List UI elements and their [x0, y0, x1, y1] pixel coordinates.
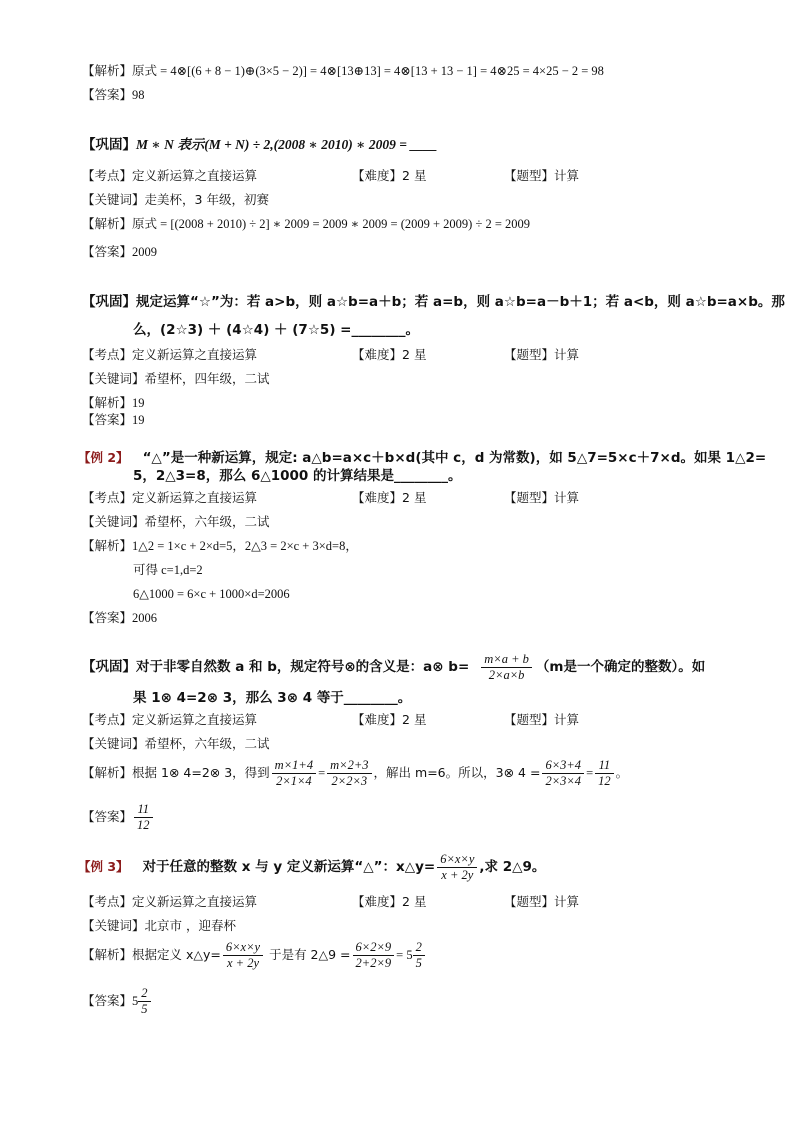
block1-answer: 【答案】2009: [82, 244, 158, 259]
keywords-text: 北京市 ，迎春杯: [144, 918, 236, 933]
block4-analysis: 【解析】根据 1⊗ 4=2⊗ 3，得到 $\frac{m\times 1+4}{2\times 1\times 4}$ = $\frac{m\times 2+3}{2\times 2\times 3}$ ，解出 m=6。所以，3⊗ 4 = $\frac{6\times 3+4}{2\times 3\times 4}$ = $\frac{11}{12}$ 。: [82, 758, 629, 788]
question-text: 果 1⊗ 4=2⊗ 3，那么 3⊗ 4 等于________。: [133, 690, 412, 706]
definition-fraction: $\frac{6\times x\times y}{x + 2y}$: [437, 852, 477, 883]
block2-keywords: 【关键词】希望杯，四年级，二试: [82, 371, 270, 386]
analysis-text: 根据 1⊗ 4=2⊗ 3，得到: [132, 765, 270, 780]
block3-question-line1: [78, 450, 766, 466]
fraction: $\frac{m\times 1+4}{2\times 1\times 4}$: [272, 758, 316, 789]
difficulty-text: 2 星: [402, 894, 427, 909]
question-text: M ∗ N 表示(M + N) ÷ 2,(2008 ∗ 2010) ∗ 2009 = ____: [136, 137, 438, 152]
block1-analysis: 【解析】原式 = [(2008 + 2010) ÷ 2] ∗ 2009 = 2009 ∗ 2009 = (2009 + 2009) ÷ 2 = 2009: [82, 216, 531, 231]
analysis-text: 可得 c=1,d=2: [133, 563, 203, 577]
keywords-text: 希望杯，六年级，二试: [144, 514, 270, 529]
definition-fraction: $\frac{m\times a + b}{2\times a\times b}$: [481, 652, 532, 683]
difficulty-text: 2 星: [402, 712, 427, 727]
question-text: 么，(2☆3) ＋ (4☆4) ＋ (7☆5) =________。: [133, 322, 419, 338]
question-text: 规定运算“☆”为：若 a>b，则 a☆b=a＋b；若 a=b，则 a☆b=a－b＋1；若 a<b，则 a☆b=a×b。那: [136, 294, 785, 310]
keywords-text: 希望杯，六年级，二试: [144, 736, 270, 751]
block2-question-line2: [133, 322, 419, 338]
analysis-text: 1△2 = 1×c + 2×d=5，2△3 = 2×c + 3×d=8，: [132, 539, 358, 553]
type-text: 计算: [554, 168, 580, 183]
block0-answer: 【答案】98: [82, 87, 145, 102]
fraction: $\frac{6\times 3+4}{2\times 3\times 4}$: [542, 758, 584, 789]
fraction: $\frac{6\times 2\times 9}{2+2\times 9}$: [353, 940, 395, 971]
block5-answer: 【答案】5 $\frac{2}{5}$: [82, 984, 153, 1018]
fraction: $\frac{6\times x\times y}{x + 2y}$: [223, 940, 263, 971]
fraction: $\frac{2}{5}$: [413, 940, 425, 971]
question-text: （m是一个确定的整数）。如: [535, 659, 706, 675]
point-text: 定义新运算之直接运算: [132, 712, 258, 727]
block1-question: 【巩固】M ∗ N 表示(M + N) ÷ 2,(2008 ∗ 2010) ∗ 2009 = ____: [82, 137, 438, 153]
block3-analysis-line2: [133, 562, 203, 578]
point-text: 定义新运算之直接运算: [132, 347, 258, 362]
point-text: 定义新运算之直接运算: [132, 490, 258, 505]
answer-fraction: $\frac{11}{12}$: [134, 802, 153, 833]
answer-text: 2009: [132, 245, 158, 259]
example-label: 【例 3】: [78, 859, 129, 874]
answer-text: 2006: [132, 611, 158, 625]
analysis-text: 于是有 2△9 =: [265, 947, 351, 962]
analysis-text: 原式 = [(2008 + 2010) ÷ 2] ∗ 2009 = 2009 ∗ 2009 = (2009 + 2009) ÷ 2 = 2009: [132, 217, 531, 231]
block5-analysis: 【解析】根据定义 x△y= $\frac{6\times x\times y}{x + 2y}$ 于是有 2△9 = $\frac{6\times 2\times 9}{2+2\times 9}$ = 5 $\frac{2}{5}$: [82, 938, 427, 972]
type-text: 计算: [554, 347, 580, 362]
difficulty-text: 2 星: [402, 490, 427, 505]
document-page: 【解析】原式 = 4⊗[(6 + 8 − 1)⊕(3×5 − 2)] = 4⊗[13⊕13] = 4⊗[13 + 13 − 1] = 4⊗25 = 4×25 − 2 = 98 【答案】98 【巩固】M ∗ N 表示(M + N) ÷ 2,(2008 ∗ 2010) ∗ 2009 = ____ 【考点】定义新运算之直接运算 【难度】2 星 【题型】计算 【关键词】走美杯，3 年级，初赛 【解析】原式 = [(2008 + 2010) ÷ 2] ∗ 2009 = 2009 ∗ 2009 = (2009 + 2009) ÷ 2 = 2009 【答案】2009 【巩固】规定运算“☆”为：若 a>b，则 a☆b=a＋b；若 a=b，则 a☆b=a－b＋1；若 a<b，则 a☆b=a×b。那 么，(2☆3) ＋ (4☆4) ＋ (7☆5) =________。 【考点】定义新运算之直接运算 【难度】2 星 【题型】计算 【关键词】希望杯，四年级，二试 【解析】19 【答案】19 【例 2】 “△”是一种新运算，规定: a△b=a×c＋b×d(其中 c，d 为常数)，如 5△7=5×c＋7×d。如果 1△2= 5，2△3=8，那么 6△1000 的计算结果是________。 【考点】定义新运算之直接运算 【难度】2 星 【题型】计算 【关键词】希望杯，六年级，二试 【解析】1△2 = 1×c + 2×d=5，2△3 = 2×c + 3×d=8， 可得 c=1,d=2 6△1000 = 6×c + 1000×d=2006 【答案】2006 【巩固】对于非零自然数 a 和 b，规定符号⊗的含义是：a⊗ b= $\frac{m\times a + b}{2\times a\times b}$ （m是一个确定的整数）。如 果 1⊗ 4=2⊗ 3，那么 3⊗ 4 等于________。 【考点】定义新运算之直接运算 【难度】2 星 【题型】计算 【关键词】希望杯，六年级，二试 【解析】根据 1⊗ 4=2⊗ 3，得到 $\frac{m\times 1+4}{2\times 1\times 4}$ = $\frac{m\times 2+3}{2\times 2\times 3}$ ，解出 m=6。所以，3⊗ 4 = $\frac{6\times 3+4}{2\times 3\times 4}$ = $\frac{11}{12}$ 。 【答案】 $\frac{11}{12}$ 【例 3】 对于任意的整数 x 与 y 定义新运算“△”：x△y= $\frac{6\times x\times y}{x + 2y}$ ,求 2△9。 【考点】定义新运算之直接运算 【难度】2 星 【题型】计算 【关键词】北京市 ，迎春杯 【解析】根据定义 x△y= $\frac{6\times x\times y}{x + 2y}$ 于是有 2△9 = $\frac{6\times 2\times 9}{2+2\times 9}$ = 5 $\frac{2}{5}$ 【答案】5 $\frac{2}{5}$: [78, 63, 785, 1016]
fraction: $\frac{m\times 2+3}{2\times 2\times 3}$: [327, 758, 371, 789]
question-text: 对于非零自然数 a 和 b，规定符号⊗的含义是：a⊗ b=: [136, 659, 470, 675]
type-text: 计算: [554, 490, 580, 505]
block3-keywords: 【关键词】希望杯，六年级，二试: [82, 514, 270, 529]
analysis-text: 6△1000 = 6×c + 1000×d=2006: [133, 587, 290, 601]
answer-fraction: $\frac{2}{5}$: [138, 986, 150, 1017]
difficulty-text: 2 星: [402, 347, 427, 362]
point-text: 定义新运算之直接运算: [132, 894, 258, 909]
type-text: 计算: [554, 712, 580, 727]
analysis-text: ，解出 m=6。所以，3⊗ 4 =: [373, 765, 541, 780]
analysis-text: 根据定义 x△y=: [132, 947, 221, 962]
point-text: 定义新运算之直接运算: [132, 168, 258, 183]
question-text: 5，2△3=8，那么 6△1000 的计算结果是________。: [133, 468, 462, 484]
example-label: 【例 2】: [78, 450, 129, 465]
block2-question-line1: 【巩固】规定运算“☆”为：若 a>b，则 a☆b=a＋b；若 a=b，则 a☆b=a－b＋1；若 a<b，则 a☆b=a×b。那: [82, 294, 785, 310]
keywords-text: 希望杯，四年级，二试: [144, 371, 270, 386]
block5-question: [78, 850, 545, 884]
difficulty-text: 2 星: [402, 168, 427, 183]
answer-text: 19: [132, 413, 145, 427]
block2-analysis: 【解析】19: [82, 395, 145, 410]
block5-keywords: 【关键词】北京市 ，迎春杯: [82, 918, 236, 933]
question-text: “△”是一种新运算，规定: a△b=a×c＋b×d(其中 c，d 为常数)，如 5△7=5×c＋7×d。如果 1△2=: [142, 450, 767, 466]
analysis-text: 原式 = 4⊗[(6 + 8 − 1)⊕(3×5 − 2)] = 4⊗[13⊕13] = 4⊗[13 + 13 − 1] = 4⊗25 = 4×25 − 2 = 98: [132, 64, 604, 78]
equals-text: = 5: [396, 948, 413, 962]
answer-whole: 5: [132, 994, 139, 1008]
block4-question-line2: [133, 690, 411, 706]
block0-analysis: 【解析】原式 = 4⊗[(6 + 8 − 1)⊕(3×5 − 2)] = 4⊗[13⊕13] = 4⊗[13 + 13 − 1] = 4⊗25 = 4×25 − 2 = 98: [82, 63, 604, 78]
question-text: ,求 2△9。: [479, 859, 546, 875]
block4-keywords: 【关键词】希望杯，六年级，二试: [82, 736, 270, 751]
fraction: $\frac{11}{12}$: [595, 758, 614, 789]
block3-question-line2: [133, 468, 462, 484]
block1-keywords: 【关键词】走美杯，3 年级，初赛: [82, 192, 269, 207]
block3-analysis-line3: [133, 586, 290, 602]
block4-question-line1: 【巩固】对于非零自然数 a 和 b，规定符号⊗的含义是：a⊗ b= $\frac{m\times a + b}{2\times a\times b}$ （m是一个确定的整数）。如: [82, 652, 706, 682]
block2-answer: 【答案】19: [82, 412, 145, 427]
answer-text: 98: [132, 88, 145, 102]
block3-answer: 【答案】2006: [82, 610, 158, 625]
block3-analysis-line1: 【解析】1△2 = 1×c + 2×d=5，2△3 = 2×c + 3×d=8，: [82, 538, 358, 553]
analysis-text: 19: [132, 396, 145, 410]
keywords-text: 走美杯，3 年级，初赛: [144, 192, 269, 207]
type-text: 计算: [554, 894, 580, 909]
block4-answer: 【答案】 $\frac{11}{12}$: [82, 800, 155, 834]
question-text: 对于任意的整数 x 与 y 定义新运算“△”：x△y=: [142, 859, 436, 875]
